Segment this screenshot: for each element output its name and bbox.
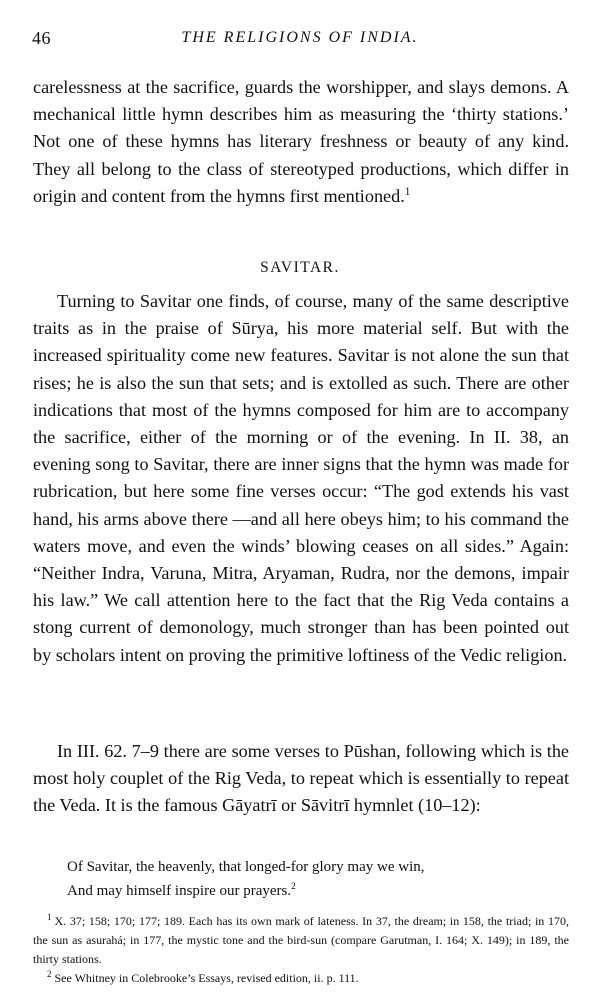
footnotes [33,912,569,988]
footnote-ref-2: 2 [291,882,296,892]
verse-line-2 [67,879,425,903]
running-title: THE RELIGIONS OF INDIA. [181,29,419,46]
section-heading-savitar: SAVITAR. [260,259,340,276]
verse-quote [67,855,425,903]
footnote-2-mark: 2 [47,969,52,979]
paragraph-top-text: carelessness at the sacrifice, guards the worshipper, and slays demons. A mechanical little hymn describes him as measuring the ‘thirty stations.’ Not one of these hymns has literary freshness or beauty of any kind. They all belong to the class of stereotyped productions, which differ in origin and content from the hymns first mentioned. [33,77,569,206]
footnote-1-mark: 1 [47,912,52,922]
verse-line-2-text: And may himself inspire our prayers. [67,883,292,899]
paragraph-gayatri: In III. 62. 7–9 there are some verses to Pūshan, following which is the most holy couplet of the Rig Veda, to repeat which is essentially to repeat the Veda. It is the famous Gāyatrī or Sāvitrī hymnlet (10–12): [33,741,569,816]
paragraph-savitar: Turning to Savitar one finds, of course, many of the same descriptive traits as in the praise of Sūrya, his more material self. But with the increased spirituality come new features. Savitar is not alone the sun that rises; he is also the sun that sets; and is extolled as such. There are other indications that most of the hymns composed for him are to accompany the sacrifice, either of the morning or of the evening. In II. 38, an evening song to Savitar, there are inner signs that the hymn was made for rubrication, but here some fine verses occur: “The god extends his vast hand, his arms above there —and all here obeys him; to his command the waters move, and even the winds’ blowing ceases on all sides.” Again: “Neither Indra, Varuna, Mitra, Aryaman, Rudra, nor the demons, impair his law.” We call attention here to the fact that the Rig Veda contains a stong current of demonology, much stronger than has been pointed out by scholars intent on proving the primitive loftiness of the Vedic religion. [33,291,569,665]
footnote-2-text: See Whitney in Colebrooke’s Essays, revised edition, ii. p. 111. [54,971,359,985]
page-header [30,28,570,52]
verse-line-1: Of Savitar, the heavenly, that longed-for glory may we win, [67,859,425,875]
footnote-1 [33,912,569,969]
page-number: 46 [32,28,51,48]
footnote-2 [33,969,569,988]
footnote-ref-1: 1 [404,185,411,198]
paragraph-top [33,74,569,210]
footnote-1-text: X. 37; 158; 170; 177; 189. Each has its own mark of lateness. In 37, the dream; in 158, the triad; in 170, the sun as asurahá; in 177, the mystic tone and the bird-sun (compare Garutman, I. 164; X. 149); in 189, the thirty stations. [33,914,569,966]
